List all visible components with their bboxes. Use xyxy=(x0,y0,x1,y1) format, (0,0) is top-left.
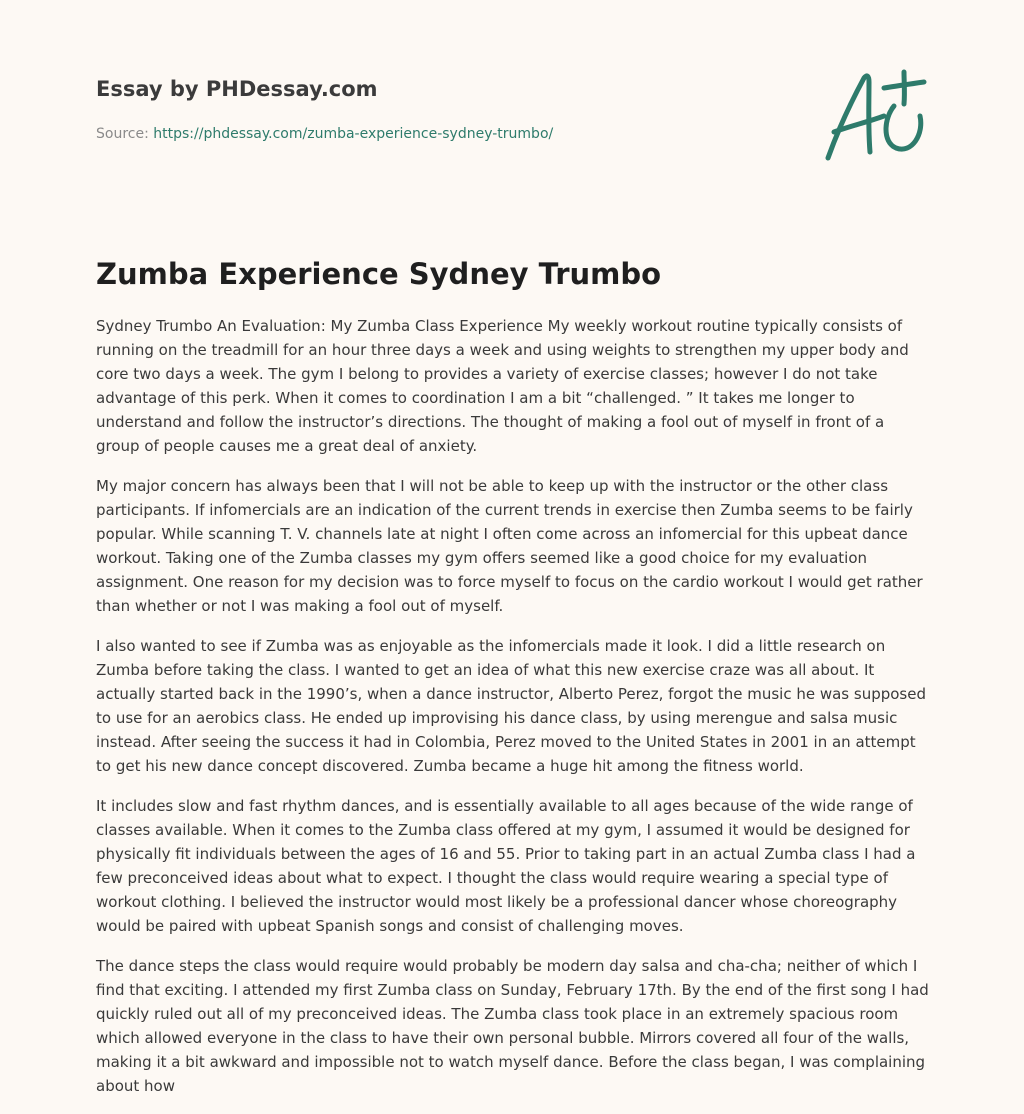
essay-title: Zumba Experience Sydney Trumbo xyxy=(96,257,662,291)
essay-body xyxy=(96,314,932,1114)
essay-paragraph: The dance steps the class would require would probably be modern day salsa and cha-cha; neither of which I find that exciting. I attended my first Zumba class on Sunday, February 17th. By the end of the first song I had quickly ruled out all of my preconceived ideas. The Zumba class took place in an extremely spacious room which allowed everyone in the class to have their own personal bubble. Mirrors covered all four of the walls, making it a bit awkward and impossible not to watch myself dance. Before the class began, I was complaining about how xyxy=(96,957,929,1095)
site-brand: Essay by PHDessay.com xyxy=(96,77,378,101)
essay-paragraph: I also wanted to see if Zumba was as enjoyable as the infomercials made it look. I did a little research on Zumba before taking the class. I wanted to get an idea of what this new exercise craze was all about. It actually started back in the 1990’s, when a dance instructor, Alberto Perez, forgot the music he was supposed to use for an aerobics class. He ended up improvising his dance class, by using merengue and salsa music instead. After seeing the success it had in Colombia, Perez moved to the United States in 2001 in an attempt to get his new dance concept discovered. Zumba became a huge hit among the fitness world. xyxy=(96,637,926,775)
source-link[interactable]: https://phdessay.com/zumba-experience-sydney-trumbo/ xyxy=(153,126,554,142)
essay-paragraph: It includes slow and fast rhythm dances, and is essentially available to all ages because of the wide range of classes available. When it comes to the Zumba class offered at my gym, I assumed it would be designed for physically fit individuals between the ages of 16 and 55. Prior to taking part in an actual Zumba class I had a few preconceived ideas about what to expect. I thought the class would require wearing a special type of workout clothing. I believed the instructor would most likely be a professional dancer whose choreography would be paired with upbeat Spanish songs and consist of challenging moves. xyxy=(96,797,916,935)
essay-paragraph: My major concern has always been that I will not be able to keep up with the instructor or the other class participants. If infomercials are an indication of the current trends in exercise then Zumba seems to be fairly popular. While scanning T. V. channels late at night I often come across an infomercial for this upbeat dance workout. Taking one of the Zumba classes my gym offers seemed like a good choice for my evaluation assignment. One reason for my decision was to force myself to focus on the cardio workout I would get rather than whether or not I was making a fool out of myself. xyxy=(96,477,923,615)
page-header xyxy=(96,74,796,144)
source-label: Source: xyxy=(96,126,149,142)
essay-paragraph: Sydney Trumbo An Evaluation: My Zumba Class Experience My weekly workout routine typically consists of running on the treadmill for an hour three days a week and using weights to strengthen my upper body and core two days a week. The gym I belong to provides a variety of exercise classes; however I do not take advantage of this perk. When it comes to coordination I am a bit “challenged. ” It takes me longer to understand and follow the instructor’s directions. The thought of making a fool out of myself in front of a group of people causes me a great deal of anxiety. xyxy=(96,317,909,455)
source-line xyxy=(96,124,796,144)
a-plus-logo-svg xyxy=(820,66,930,166)
a-plus-logo-icon xyxy=(820,66,930,166)
